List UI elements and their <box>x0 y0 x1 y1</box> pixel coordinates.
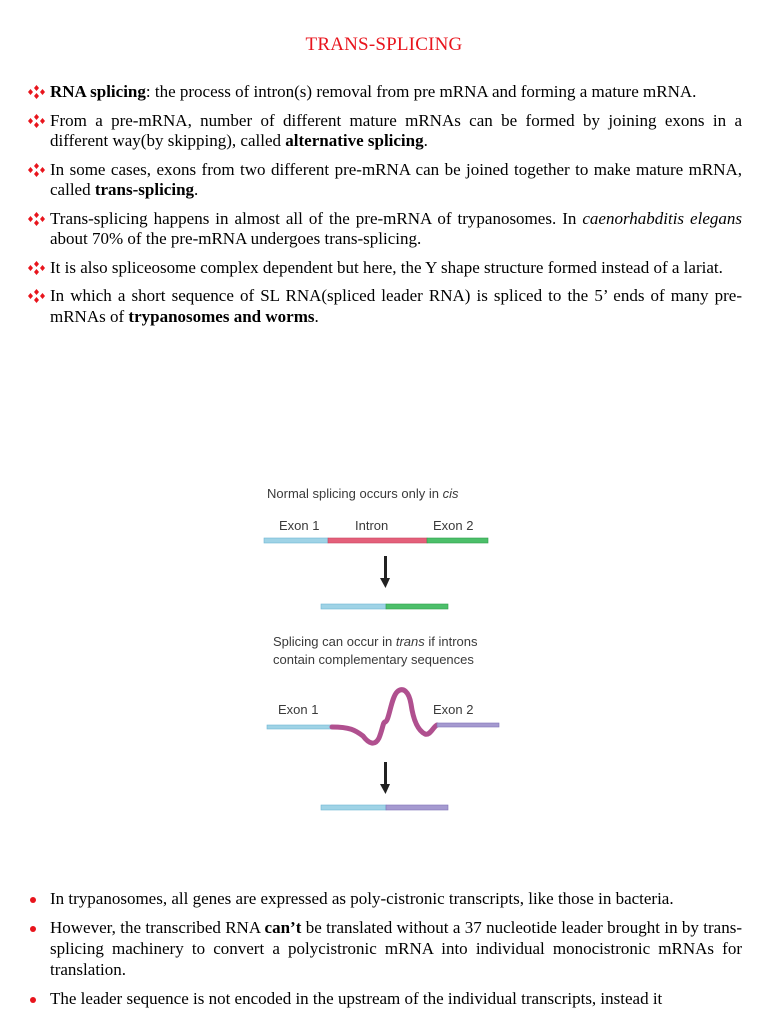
bullet-text-end: . <box>194 180 199 199</box>
bullet-text: Trans-splicing happens in almost all of the pre-mRNA of trypanosomes. In <box>50 208 583 228</box>
diamond-bullet-icon <box>28 212 45 226</box>
bullet-term: RNA splicing <box>50 82 146 101</box>
bullet-text: However, the transcribed RNA <box>50 918 265 937</box>
exon2-label: Exon 2 <box>433 518 474 533</box>
trans-exon2-bar <box>437 723 499 727</box>
exon1-bar <box>264 538 328 543</box>
diamond-bullet-icon <box>28 163 45 177</box>
bullet-item <box>28 209 742 250</box>
cis-caption: Normal splicing occurs only in cis <box>267 486 459 501</box>
bullet-item <box>28 160 742 201</box>
bullet-text: In trypanosomes, all genes are expressed as poly-cistronic transcripts, like those in bacteria. <box>50 889 674 908</box>
trans-exon2-label: Exon 2 <box>433 702 474 717</box>
diamond-bullet-icon <box>28 85 45 99</box>
bullet-text-end: . <box>314 306 319 326</box>
bullet-item <box>28 258 742 279</box>
bullet-text: In which a short sequence of SL RNA(spliced leader RNA) is spliced to the 5’ ends of many pre-mRNAs of <box>50 286 742 326</box>
diamond-bullet-icon <box>28 114 45 128</box>
bullet-list <box>28 82 742 335</box>
down-arrow-icon <box>380 556 390 588</box>
dot-bullet-icon <box>30 997 36 1003</box>
bullet-text-end: about 70% of the pre-mRNA undergoes trans-splicing. <box>50 229 422 248</box>
dot-bullet-icon <box>30 926 36 932</box>
bullet-italic: caenorhabditis elegans <box>582 208 742 228</box>
bullet-bold: alternative splicing <box>285 131 424 150</box>
down-arrow-icon <box>380 762 390 794</box>
bullet-text: From a pre-mRNA, number of different mature mRNAs can be formed by joining exons in a different way(by skipping), called <box>50 110 742 150</box>
bullet-item <box>28 82 742 103</box>
bullet-text: In some cases, exons from two different pre-mRNA can be joined together to make mature mRNA, called <box>50 159 742 199</box>
intron-label: Intron <box>355 518 389 533</box>
bullet-item <box>28 286 742 327</box>
bullet-text: It is also spliceosome complex dependent but here, the Y shape structure formed instead of a lariat. <box>50 257 723 277</box>
bullet-item <box>28 111 742 152</box>
trans-intron2-curve <box>385 690 437 735</box>
page-title: TRANS-SPLICING <box>305 34 463 55</box>
cis-italic: cis <box>442 486 459 501</box>
bullet-bold: trypanosomes and worms <box>128 306 315 326</box>
trans-product-exon2-bar <box>386 805 448 810</box>
bullet-text: The leader sequence is not encoded in the upstream of the individual transcripts, instead it <box>50 989 663 1008</box>
bullet-text: : the process of intron(s) removal from pre mRNA and forming a mature mRNA. <box>145 82 697 101</box>
trans-product-exon1-bar <box>321 805 386 810</box>
bullet-text-end: be translated without a 37 nucleotide leader brought in by trans-splicing machinery to convert a polycistronic mRNA into individual monocistronic mRNAs for translation. <box>50 918 742 979</box>
trans-caption-line1: Splicing can occur in trans if introns <box>273 634 478 649</box>
dot-bullet-icon <box>30 897 36 903</box>
trans-caption-line2: contain complementary sequences <box>273 652 474 667</box>
bottom-bullet-item <box>28 888 742 909</box>
bottom-bullet-item <box>28 988 742 1009</box>
trans-exon1-label: Exon 1 <box>278 702 319 717</box>
exon1-label: Exon 1 <box>279 518 320 533</box>
trans-exon1-bar <box>267 725 332 729</box>
diamond-bullet-icon <box>28 261 45 275</box>
trans-intron1-curve <box>332 722 385 743</box>
trans-italic: trans <box>395 634 425 649</box>
bottom-bullet-item <box>28 917 742 980</box>
product-exon2-bar <box>386 604 448 609</box>
intron-bar <box>328 538 427 543</box>
exon2-bar <box>427 538 488 543</box>
diamond-bullet-icon <box>28 289 45 303</box>
bottom-bullet-list <box>28 888 742 1017</box>
product-exon1-bar <box>321 604 386 609</box>
splicing-figure <box>255 478 515 818</box>
bullet-text-end: . <box>423 131 428 150</box>
bullet-bold: trans-splicing <box>94 180 195 199</box>
bullet-bold: can’t <box>264 918 302 937</box>
